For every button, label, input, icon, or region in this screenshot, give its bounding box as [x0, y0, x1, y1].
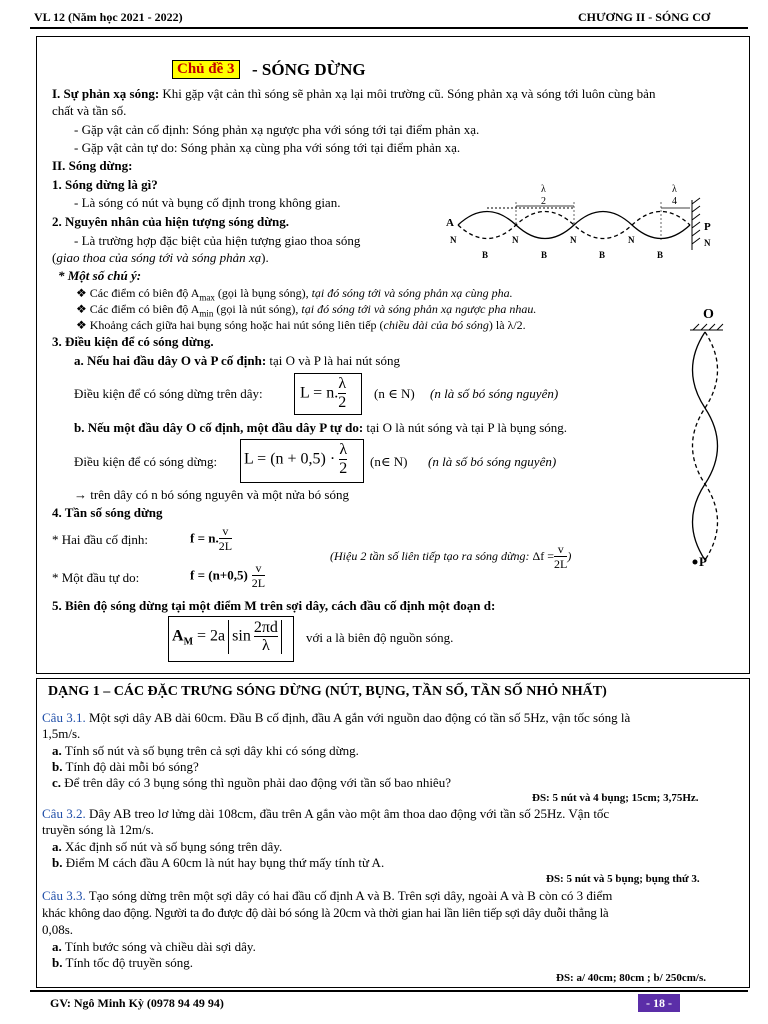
- note-3: [76, 318, 526, 333]
- case-a-text: tại O và P là hai nút sóng: [266, 353, 400, 368]
- section-1-text1: Khi gặp vật cản thì sóng sẽ phản xạ lại môi trường cũ. Sóng phản xạ và sóng tới luôn cùng bản: [159, 86, 656, 101]
- note-3-text-c: ) là λ/2.: [488, 318, 526, 332]
- q31-a-label: a.: [52, 743, 62, 758]
- q33-b-text: Tính tốc độ truyền sóng.: [62, 955, 193, 970]
- section-1-text2: chất và tần số.: [52, 103, 127, 118]
- label-p-vertical: P: [699, 554, 707, 569]
- q31-b: [52, 759, 199, 775]
- label-p: P: [704, 221, 711, 233]
- header-rule: [30, 27, 748, 29]
- vertical-string-diagram: [655, 300, 745, 575]
- label-a: A: [446, 217, 454, 229]
- label-n2: N: [512, 235, 519, 245]
- freq-row-2-label: * Một đầu tự do:: [52, 570, 140, 585]
- freq-row-2-formula: [190, 561, 265, 590]
- note-2: [76, 302, 536, 318]
- section-3-heading: 3. Điều kiện để có sóng dừng.: [52, 334, 214, 349]
- case-b-in: (n∈ N): [370, 454, 408, 469]
- q33-label: Câu 3.3.: [42, 888, 86, 903]
- label-n5: N: [704, 238, 711, 248]
- freq-hint-f: Δf =: [532, 549, 555, 563]
- q33-a-text: Tính bước sóng và chiều dài sợi dây.: [61, 939, 256, 954]
- section-1-bullet2: - Gặp vật cản tự do: Sóng phản xạ cùng pha với sóng tới tại điểm phản xạ.: [74, 140, 461, 155]
- standing-wave-diagram: [440, 180, 730, 265]
- q31-c: [52, 775, 451, 791]
- topic-title: - SÓNG DỪNG: [252, 60, 366, 79]
- q33-a: [52, 939, 256, 955]
- formula-b-num: λ: [339, 441, 348, 458]
- freq-row-1-num: v: [219, 524, 232, 539]
- formula-a: [300, 375, 346, 412]
- note-1: [76, 286, 513, 302]
- note-1-italic: tại đó sóng tới và sóng phản xạ cùng pha.: [311, 286, 513, 300]
- quarter-lambda-num: λ: [672, 184, 677, 195]
- freq-row-2-num: v: [252, 561, 265, 576]
- half-lambda-den: 2: [541, 196, 546, 207]
- note-1-sub: max: [199, 292, 215, 303]
- q33-a-label: a.: [52, 939, 62, 954]
- amp-abs-bar-left: [228, 620, 229, 654]
- q31-c-text: Để trên dây có 3 bụng sóng thì nguồn phải dao động với tần số bao nhiêu?: [61, 775, 451, 790]
- q31-c-label: c.: [52, 775, 62, 790]
- amplitude-note: với a là biên độ nguồn sóng.: [306, 630, 454, 645]
- label-b4: B: [657, 250, 664, 260]
- note-3-italic: chiều dài của bó sóng: [383, 318, 489, 332]
- q33-line1: [42, 888, 612, 904]
- interference-note: giao thoa của sóng tới và sóng phản xạ: [56, 250, 262, 265]
- freq-row-2-den: 2L: [251, 576, 266, 590]
- amp-a: A: [172, 627, 184, 645]
- section-2-heading: II. Sóng dừng:: [52, 158, 133, 173]
- note-2-text: ❖ Các điểm có biên độ A: [76, 302, 200, 316]
- q31-line1: [42, 710, 630, 726]
- amp-num: 2πd: [253, 619, 278, 636]
- q32-text1: Dây AB treo lơ lửng dài 108cm, đầu trên A gắn vào một âm thoa dao động với tần số 25Hz. Vận tốc: [85, 806, 610, 821]
- case-b-heading: b. Nếu một đầu dây O cố định, một đầu dây P tự do:: [74, 420, 364, 435]
- freq-hint: [330, 542, 571, 571]
- formula-a-left: L = n.: [300, 384, 339, 402]
- formula-b-fraction: [339, 441, 347, 478]
- question-2-answer: - Là trường hợp đặc biệt của hiện tượng giao thoa sóng: [74, 233, 361, 248]
- case-a-in: (n ∈ N): [374, 386, 415, 401]
- half-lambda-num: λ: [541, 184, 546, 195]
- q31-b-label: b.: [52, 759, 63, 774]
- q31-b-text: Tính độ dài mỗi bó sóng?: [62, 759, 199, 774]
- freq-hint-end: ): [567, 549, 572, 563]
- amp-abs-bar-right: [281, 620, 282, 654]
- label-n1: N: [450, 235, 457, 245]
- section-5-heading: 5. Biên độ sóng dừng tại một điểm M trên sợi dây, cách đầu cố định một đoạn d:: [52, 598, 496, 613]
- q32-answer: ĐS: 5 nút và 5 bụng; bụng thứ 3.: [546, 873, 700, 885]
- q33-b-label: b.: [52, 955, 63, 970]
- note-1-text: ❖ Các điểm có biên độ A: [76, 286, 200, 300]
- label-n4: N: [628, 235, 635, 245]
- header-left: VL 12 (Năm học 2021 - 2022): [34, 10, 183, 24]
- case-a-heading: a. Nếu hai đầu dây O và P cố định:: [74, 353, 267, 368]
- formula-a-fraction: [338, 375, 346, 412]
- case-b-note: (n là số bó sóng nguyên): [428, 454, 557, 469]
- header-right: CHƯƠNG II - SÓNG CƠ: [578, 10, 711, 24]
- formula-b-left: L = (n + 0,5) ·: [244, 450, 336, 468]
- freq-row-1-frac: [219, 524, 232, 553]
- note-2-text-b: (gọi là nút sóng),: [213, 302, 302, 316]
- formula-a-num: λ: [338, 375, 347, 392]
- footer-rule: [30, 990, 748, 992]
- freq-row-2-frac: [252, 561, 265, 590]
- note-3-text: ❖ Khoảng cách giữa hai bụng sóng hoặc hai nút sóng liên tiếp (: [76, 318, 384, 332]
- freq-hint-num: v: [554, 542, 567, 557]
- q31-text1: Một sợi dây AB dài 60cm. Đầu B cố định, đầu A gắn với nguồn dao động có tần số 5Hz, vận tốc sóng là: [85, 710, 631, 725]
- amp-mid: = 2a: [193, 627, 226, 645]
- amplitude-formula: [172, 619, 282, 654]
- amp-den: λ: [261, 637, 270, 654]
- section-1-heading: I. Sự phản xạ sóng:: [52, 86, 160, 101]
- q32-text2: truyền sóng là 12m/s.: [42, 822, 154, 837]
- case-a-condition: Điều kiện để có sóng dừng trên dây:: [74, 386, 263, 401]
- section-1-line1: [52, 86, 655, 102]
- case-a: [74, 353, 400, 369]
- notes-heading: * Một số chú ý:: [58, 268, 142, 283]
- q32-line1: [42, 806, 609, 822]
- quarter-lambda-den: 4: [672, 196, 677, 207]
- amp-sin: sin: [232, 627, 251, 645]
- section-4-heading: 4. Tần số sóng dừng: [52, 505, 163, 520]
- label-o: O: [703, 307, 714, 322]
- page-number: - 18 -: [638, 994, 680, 1012]
- case-b-text: tại O là nút sóng và tại P là bụng sóng.: [363, 420, 568, 435]
- q33-text1: Tạo sóng dừng trên một sợi dây có hai đầu cố định A và B. Trên sợi dây, ngoài A và B còn có 3 điểm: [85, 888, 613, 903]
- exercise-title: DẠNG 1 – CÁC ĐẶC TRƯNG SÓNG DỪNG (NÚT, BỤNG, TẦN SỐ, TẦN SỐ NHỎ NHẤT): [48, 684, 607, 699]
- freq-row-1-label: * Hai đầu cố định:: [52, 532, 149, 547]
- q31-answer: ĐS: 5 nút và 4 bụng; 15cm; 3,75Hz.: [532, 792, 699, 804]
- q32-b-text: Điểm M cách đầu A 60cm là nút hay bụng thứ mấy tính từ A.: [62, 855, 385, 870]
- freq-row-1-formula: [190, 524, 232, 553]
- formula-a-den: 2: [338, 394, 347, 411]
- q31-a: [52, 743, 359, 759]
- label-n3: N: [570, 235, 577, 245]
- q32-a-label: a.: [52, 839, 62, 854]
- case-b-result: → trên dây có n bó sóng nguyên và một nửa bó sóng: [74, 487, 349, 502]
- q33-b: [52, 955, 193, 971]
- q31-label: Câu 3.1.: [42, 710, 86, 725]
- case-b: [74, 420, 567, 436]
- q32-label: Câu 3.2.: [42, 806, 86, 821]
- label-b2: B: [541, 250, 548, 260]
- footer-teacher: GV: Ngô Minh Kỳ (0978 94 49 94): [50, 996, 224, 1010]
- question-2: 2. Nguyên nhân của hiện tượng sóng dừng.: [52, 214, 290, 229]
- q32-b-label: b.: [52, 855, 63, 870]
- freq-row-1-den: 2L: [218, 539, 233, 553]
- q31-a-text: Tính số nút và số bụng trên cả sợi dây khi có sóng dừng.: [61, 743, 359, 758]
- freq-hint-frac: [554, 542, 567, 571]
- note-2-sub: min: [199, 308, 214, 319]
- label-b1: B: [482, 250, 489, 260]
- q33-text3: 0,08s.: [42, 922, 74, 937]
- freq-row-1-f: f = n.: [190, 530, 219, 546]
- freq-hint-den: 2L: [554, 557, 568, 571]
- freq-hint-text: (Hiệu 2 tần số liên tiếp tạo ra sóng dừng:: [330, 549, 530, 563]
- note-2-italic: tại đó sóng tới và sóng phản xạ ngược pha nhau.: [301, 302, 537, 316]
- question-1: 1. Sóng dừng là gì?: [52, 177, 158, 192]
- topic-badge: Chủ đề 3: [172, 60, 240, 79]
- amp-frac: [254, 619, 278, 654]
- q33-text2: khác không dao động. Người ta đo được độ dài bó sóng là 20cm và thời gian hai lần liên tiếp sợi dây duỗi thẳng là: [42, 905, 609, 920]
- amp-sub: M: [183, 636, 194, 648]
- formula-b: [244, 441, 347, 478]
- label-b3: B: [599, 250, 606, 260]
- question-1-answer: - Là sóng có nút và bụng cố định trong không gian.: [74, 195, 341, 210]
- question-2-answer-2: (giao thoa của sóng tới và sóng phản xạ).: [52, 250, 269, 265]
- note-1-text-b: (gọi là bụng sóng),: [214, 286, 312, 300]
- q32-a: [52, 839, 282, 855]
- formula-b-den: 2: [339, 460, 348, 477]
- case-a-note: (n là số bó sóng nguyên): [430, 386, 559, 401]
- case-b-condition: Điều kiện để có sóng dừng:: [74, 454, 218, 469]
- freq-row-2-f: f = (n+0,5): [190, 567, 248, 583]
- q31-text2: 1,5m/s.: [42, 726, 81, 741]
- section-1-bullet1: - Gặp vật cản cố định: Sóng phản xạ ngược pha với sóng tới tại điểm phản xạ.: [74, 122, 480, 137]
- q32-b: [52, 855, 384, 871]
- q32-a-text: Xác định số nút và số bụng sóng trên dây.: [61, 839, 283, 854]
- q33-answer: ĐS: a/ 40cm; 80cm ; b/ 250cm/s.: [556, 972, 707, 984]
